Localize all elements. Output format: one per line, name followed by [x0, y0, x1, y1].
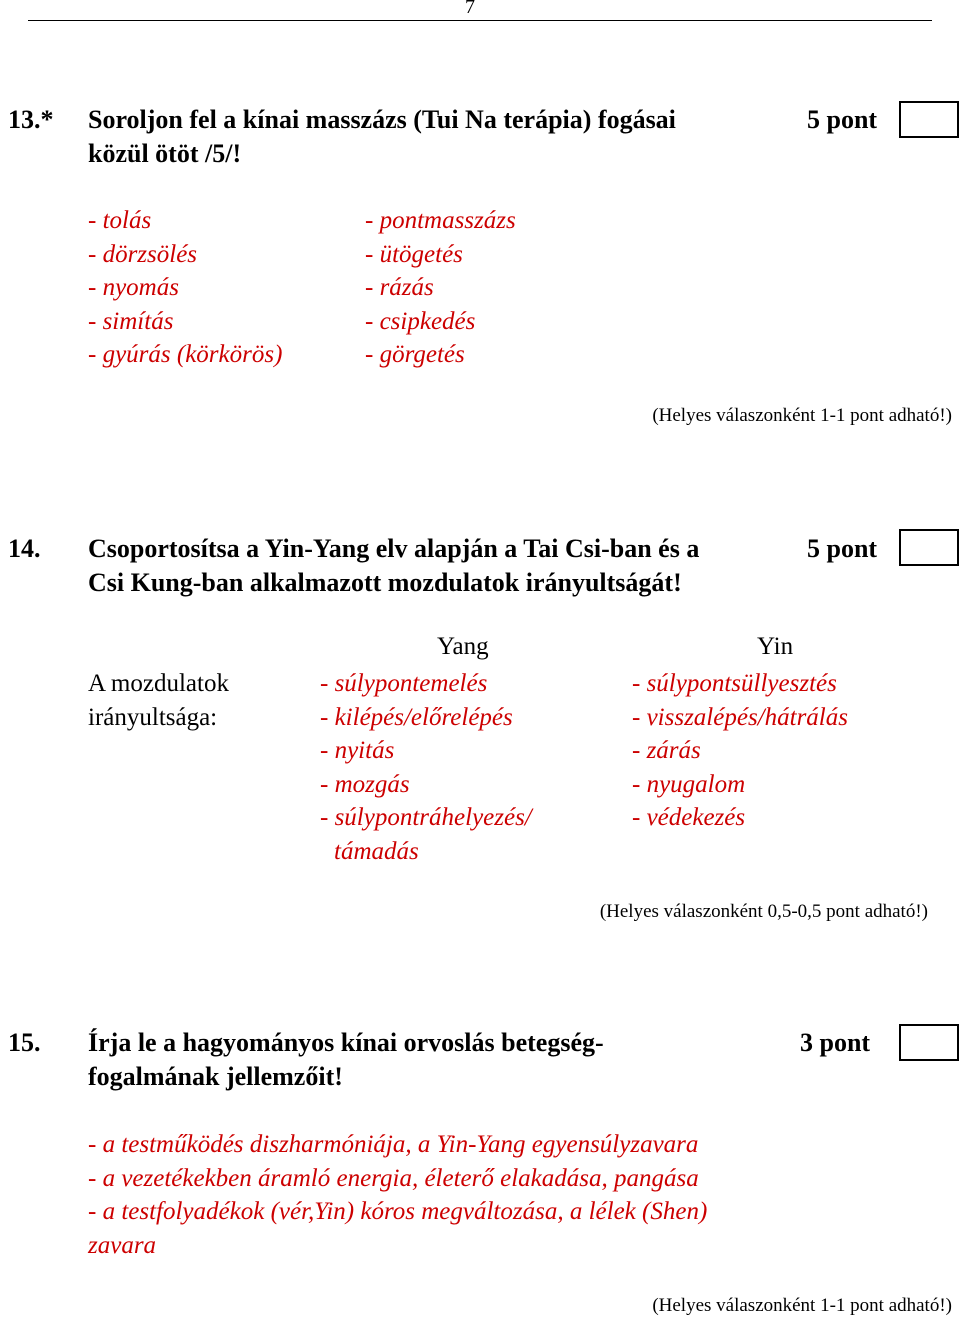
q15-question-line1: Írja le a hagyományos kínai orvoslás betegség- — [88, 1028, 604, 1057]
q13-question-line2: közül ötöt /5/! — [88, 139, 242, 168]
yang-header: Yang — [437, 633, 489, 660]
q15-answer-list — [88, 1128, 707, 1262]
q15-points: 3 pont — [800, 1028, 871, 1057]
list-item: - súlypontemelés — [320, 670, 488, 697]
list-item: - nyitás — [320, 737, 395, 764]
q13-number: 13.* — [8, 105, 54, 134]
list-item: - dörzsölés — [88, 240, 198, 268]
list-item: - súlypontráhelyezés/ — [320, 804, 532, 831]
q14-question-line2: Csi Kung-ban alkalmazott mozdulatok irányultságát! — [88, 568, 682, 597]
list-item: - gyúrás (körkörös) — [88, 341, 283, 368]
yin-header: Yin — [757, 633, 794, 660]
q15-scoring-note: (Helyes válaszonként 1-1 pont adható!) — [652, 1295, 952, 1316]
row-label-line2: irányultsága: — [88, 703, 218, 731]
list-item: - mozgás — [320, 770, 410, 798]
list-item: - tolás — [88, 207, 152, 234]
header-rule — [28, 20, 932, 21]
row-label — [88, 667, 229, 734]
list-item: - nyugalom — [632, 770, 746, 798]
q13-score-box[interactable] — [899, 101, 959, 138]
q13-answer-list-2 — [365, 204, 516, 372]
list-item: - visszalépés/hátrálás — [632, 703, 848, 731]
list-item: - rázás — [365, 274, 434, 301]
list-item: támadás — [334, 837, 419, 865]
q14-scoring-note: (Helyes válaszonként 0,5-0,5 pont adható!) — [599, 901, 928, 922]
list-item: - görgetés — [365, 341, 465, 368]
yang-list — [320, 667, 532, 868]
list-item: - csipkedés — [365, 307, 476, 335]
list-item: - nyomás — [88, 274, 179, 301]
q13-answer-list-1 — [88, 204, 282, 372]
yin-list — [632, 667, 848, 835]
list-item: - pontmasszázs — [365, 207, 516, 234]
q14-points: 5 pont — [807, 534, 878, 563]
q14-score-box[interactable] — [899, 529, 959, 566]
list-item: - a testműködés diszharmóniája, a Yin-Yang egyensúlyzavara — [88, 1131, 699, 1158]
q14-question-line1: Csoportosítsa a Yin-Yang elv alapján a Tai Csi-ban és a — [88, 534, 700, 563]
list-item: - a vezetékekben áramló energia, életerő elakadása, pangása — [88, 1164, 699, 1192]
q14-number: 14. — [8, 534, 41, 563]
row-label-line1: A mozdulatok — [88, 670, 229, 697]
q13-question-line1: Soroljon fel a kínai masszázs (Tui Na terápia) fogásai — [88, 105, 676, 134]
list-item: - kilépés/előrelépés — [320, 703, 513, 731]
q15-score-box[interactable] — [899, 1024, 959, 1061]
list-item: - súlypontsüllyesztés — [632, 670, 837, 697]
list-item: - simítás — [88, 307, 174, 335]
q13-points: 5 pont — [807, 105, 878, 134]
list-item: - zárás — [632, 737, 701, 764]
q15-number: 15. — [8, 1028, 41, 1057]
list-item: - védekezés — [632, 804, 746, 831]
q15-question-line2: fogalmának jellemzőit! — [88, 1062, 343, 1091]
list-item: - ütögetés — [365, 240, 463, 268]
list-item: - a testfolyadékok (vér,Yin) kóros megváltozása, a lélek (Shen) — [88, 1198, 708, 1225]
page-number: 7 — [465, 0, 475, 18]
list-item: zavara — [88, 1231, 157, 1259]
q13-scoring-note: (Helyes válaszonként 1-1 pont adható!) — [652, 405, 952, 426]
